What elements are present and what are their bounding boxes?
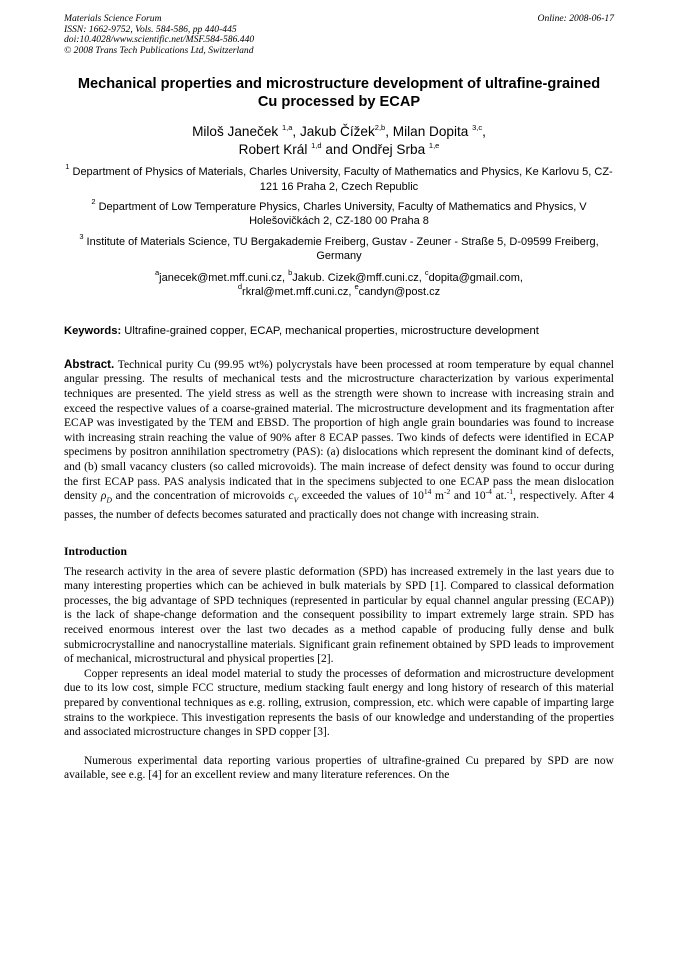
email-link[interactable]: candyn@post.cz <box>358 286 441 299</box>
section-heading: Introduction <box>64 544 127 558</box>
author-name: Robert Král <box>238 142 308 158</box>
email-link[interactable]: janecek@met.mff.cuni.cz, <box>159 272 289 285</box>
abstract-label: Abstract. <box>64 357 115 371</box>
author-affiliation-mark: 2,b <box>374 123 386 133</box>
author-name: Miloš Janeček <box>192 124 279 140</box>
affiliation-1: $^1$ Department of Physics of Materials, Charles University, Faculty of Mathematics and Physics, Ke Karlovu 5, CZ-121 16 Praha 2, Czech Republic <box>65 162 613 193</box>
email-link[interactable]: Jakub. Cizek@mff.cuni.cz, <box>292 272 425 285</box>
author-name: Milan Dopita <box>392 124 469 140</box>
journal-header <box>64 14 614 56</box>
abstract: Abstract. Technical purity Cu (99.95 wt%) polycrystals have been processed at room temperature by equal channel angular pressing. The results of mechanical tests and the microstructure characterization by various experimental techniques are presented. The yield stress as well as the strength were shown to increase with increasing strain and exceed the respective values of a coarse-grained material. The microstructure development and its fragmentation after ECAP was investigated by the TEM and EBSD. The proportion of high angle grain boundaries was found to increase with increasing strain reaching the value of 90% after 8 ECAP passes. Two kinds of defects were identified in ECAP specimens by positron annihilation spectrometry (PAS): (a) dislocations which represent the dominant kind of defects, and (b) small vacancy clusters (so called microvoids). The main increase of defect density was found to occur during the first ECAP pass. PAS analysis indicated that in the specimens subjected to one ECAP pass the mean dislocation density $\rho_D$ and the concentration of microvoids $c_V$ exceeded the values of $10^{14}$ $m^{-2}$ and $10^{-4}$ at.$^{-1}$, respectively. After 4 passes, the number of defects becomes saturated and practically does not change with increasing strain. <box>64 357 614 521</box>
author-name: Jakub Čížek <box>299 124 375 140</box>
email-link[interactable]: rkral@met.mff.cuni.cz, <box>242 286 355 299</box>
author-affiliation-mark: 1,a <box>281 123 293 133</box>
online-date: Online: 2008-06-17 <box>537 13 614 24</box>
keywords-text: Ultrafine-grained copper, ECAP, mechanical properties, microstructure development <box>121 324 539 337</box>
affiliation-2: $^2$ Department of Low Temperature Physics, Charles University, Faculty of Mathematics and Physics, V Holešovičkách 2, CZ-180 00 Praha 8 <box>91 196 587 228</box>
author-list: Miloš Janeček $^{1,a}$, Jakub Čížek$^{2,b}$, Milan Dopita $^{3,c}$, Robert Král $^{1,d}$ and Ondřej Srba $^{1,e}$ <box>192 123 486 158</box>
email-link[interactable]: dopita@gmail.com, <box>428 272 523 285</box>
keywords <box>64 324 614 338</box>
author-name: Ondřej Srba <box>351 142 426 158</box>
author-affiliation-mark: 3,c <box>472 123 483 133</box>
paper-page <box>64 14 614 783</box>
keywords-label: Keywords: <box>64 324 122 337</box>
paragraph: Numerous experimental data reporting various properties of ultrafine-grained Cu prepared by SPD are now available, see e.g. [4] for an excellent review and many literature references. On the <box>64 754 614 782</box>
journal-name: Materials Science Forum <box>64 13 162 24</box>
paper-title: Mechanical properties and microstructure development of ultrafine-grained Cu processed by ECAP <box>77 76 601 111</box>
copyright-line: © 2008 Trans Tech Publications Ltd, Switzerland <box>64 44 254 56</box>
affiliation-3: $^3$ Institute of Materials Science, TU Bergakademie Freiberg, Gustav - Zeuner - Straße 5, D-09599 Freiberg, Germany <box>79 231 599 262</box>
doi-line: doi:10.4028/www.scientific.net/MSF.584-586.440 <box>64 34 255 46</box>
paragraph: Copper represents an ideal model material to study the processes of deformation and microstructure development due to its low cost, simple FCC structure, medium stacking fault energy and long history of research of this material prepared by conventional techniques as e.g. rolling, extrusion, compression, etc. which were capable of imparting large strains to the workpiece. This investigation represents the basis of our knowledge and understanding of the properties and associated microstructure changes in SPD copper [3]. <box>64 667 614 739</box>
issn-line: ISSN: 1662-9752, Vols. 584-586, pp 440-445 <box>64 23 237 35</box>
email-list: $^a$janecek@met.mff.cuni.cz, $^b$Jakub. Cizek@mff.cuni.cz, $^c$dopita@gmail.com, $^d$rkral@met.mff.cuni.cz, $^e$candyn@post.cz <box>154 268 523 299</box>
paragraph: The research activity in the area of severe plastic deformation (SPD) has increased extremely in the last years due to many interesting properties which can be achieved in bulk materials by SPD [1]. Compared to classical deformation processes, the big advantage of SPD techniques (represented in particular by equal channel angular pressing (ECAP)) is the lack of shape-change deformation and the consequent possibility to impart extremely large strain. SPD has received enormous interest over the last two decades as a method capable of producing fully dense and bulk submicrocrystalline and nanocrystalline materials. Significant grain refinement obtained by SPD leads to improvement of mechanical, microstructural and physical properties [2]. <box>64 565 614 666</box>
author-affiliation-mark: 1,d <box>311 141 322 151</box>
author-affiliation-mark: 1,e <box>428 141 440 151</box>
